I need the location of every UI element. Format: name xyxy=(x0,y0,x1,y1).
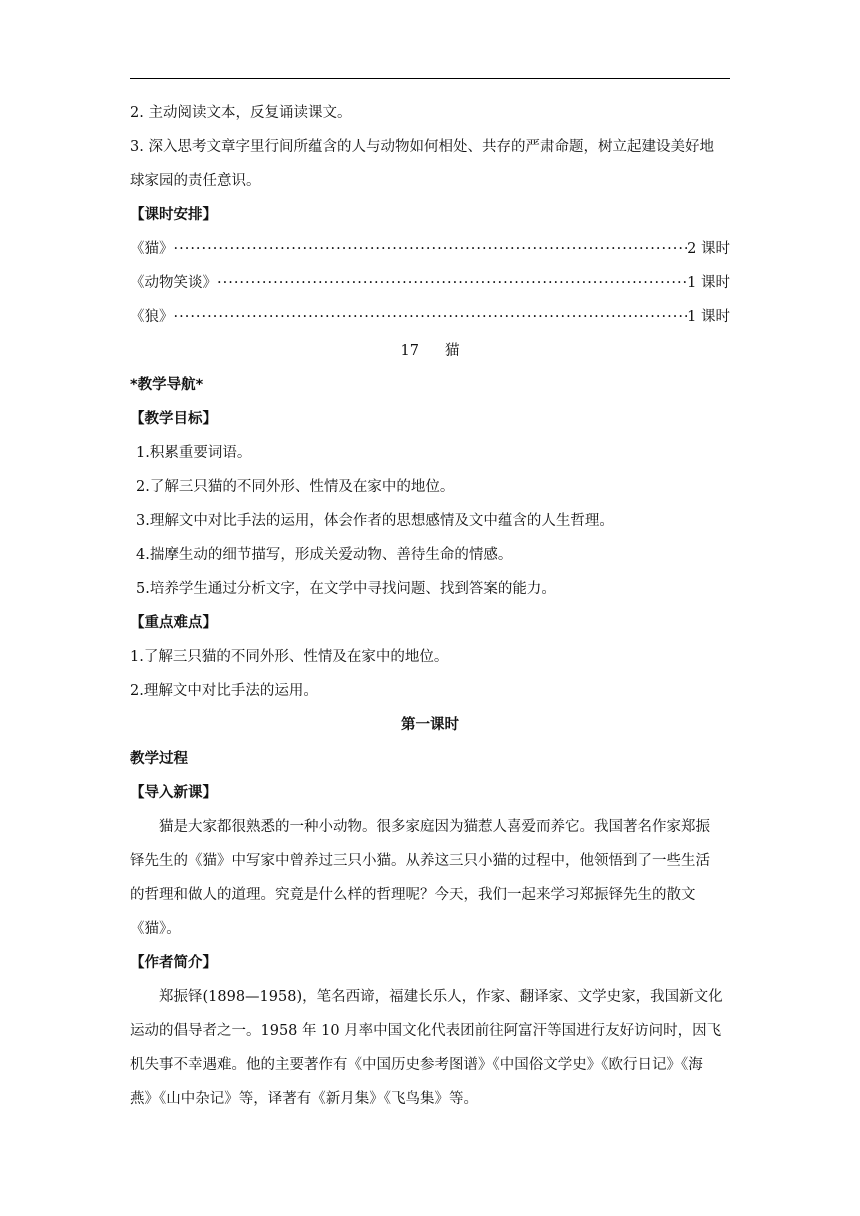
lesson-number: 17 xyxy=(400,343,419,359)
schedule-item-title: 《狼》 xyxy=(130,309,174,325)
intro-line: 铎先生的《猫》中写家中曾养过三只小猫。从养这三只小猫的过程中，他领悟到了一些生活 xyxy=(130,853,710,869)
period-title: 第一课时 xyxy=(401,717,459,733)
key-point-item: 1.了解三只猫的不同外形、性情及在家中的地位。 xyxy=(130,649,449,665)
lesson-name: 猫 xyxy=(444,343,460,359)
schedule-item xyxy=(130,266,730,300)
key-point-item: 2.理解文中对比手法的运用。 xyxy=(130,683,318,699)
goal-line: 球家园的责任意识。 xyxy=(130,173,261,189)
nav-heading: *教学导航* xyxy=(130,377,204,393)
schedule-heading: 【课时安排】 xyxy=(130,207,217,223)
schedule-item-hours: 2 课时 xyxy=(687,241,730,257)
objectives-heading: 【教学目标】 xyxy=(130,411,217,427)
schedule-item-title: 《猫》 xyxy=(130,241,174,257)
dot-leader xyxy=(174,300,688,334)
schedule-item-hours: 1 课时 xyxy=(687,309,730,325)
schedule-item xyxy=(130,232,730,266)
dot-leader xyxy=(217,266,687,300)
objective-item: 1.积累重要词语。 xyxy=(136,445,252,461)
header-rule xyxy=(130,78,730,79)
dot-leader xyxy=(174,232,688,266)
schedule-item-hours: 1 课时 xyxy=(687,275,730,291)
goal-line: 2. 主动阅读文本，反复诵读课文。 xyxy=(130,105,352,121)
author-line: 机失事不幸遇难。他的主要著作有《中国历史参考图谱》《中国俗文学史》《欧行日记》《海 xyxy=(130,1057,703,1073)
author-line: 郑振铎(1898—1958)，笔名西谛，福建长乐人，作家、翻译家、文学史家，我国新文化 xyxy=(159,989,723,1005)
intro-heading: 【导入新课】 xyxy=(130,785,217,801)
document-page xyxy=(130,96,730,1116)
author-heading: 【作者简介】 xyxy=(130,955,217,971)
process-heading: 教学过程 xyxy=(130,751,188,767)
objective-item: 3.理解文中对比手法的运用，体会作者的思想感情及文中蕴含的人生哲理。 xyxy=(136,513,614,529)
intro-line: 《猫》。 xyxy=(130,921,181,937)
lesson-title xyxy=(130,334,730,368)
schedule-item xyxy=(130,300,730,334)
objective-item: 4.揣摩生动的细节描写，形成关爱动物、善待生命的情感。 xyxy=(136,547,513,563)
author-line: 燕》《山中杂记》等，译著有《新月集》《飞鸟集》等。 xyxy=(130,1091,478,1107)
intro-line: 的哲理和做人的道理。究竟是什么样的哲理呢？今天，我们一起来学习郑振铎先生的散文 xyxy=(130,887,696,903)
author-line: 运动的倡导者之一。1958 年 10 月率中国文化代表团前往阿富汗等国进行友好访问时，因飞 xyxy=(130,1023,722,1039)
intro-line: 猫是大家都很熟悉的一种小动物。很多家庭因为猫惹人喜爱而养它。我国著名作家郑振 xyxy=(159,819,710,835)
schedule-item-title: 《动物笑谈》 xyxy=(130,275,217,291)
goal-line: 3. 深入思考文章字里行间所蕴含的人与动物如何相处、共存的严肃命题，树立起建设美好地 xyxy=(130,139,714,155)
key-points-heading: 【重点难点】 xyxy=(130,615,217,631)
objective-item: 2.了解三只猫的不同外形、性情及在家中的地位。 xyxy=(136,479,455,495)
objective-item: 5.培养学生通过分析文字，在文学中寻找问题、找到答案的能力。 xyxy=(136,581,556,597)
